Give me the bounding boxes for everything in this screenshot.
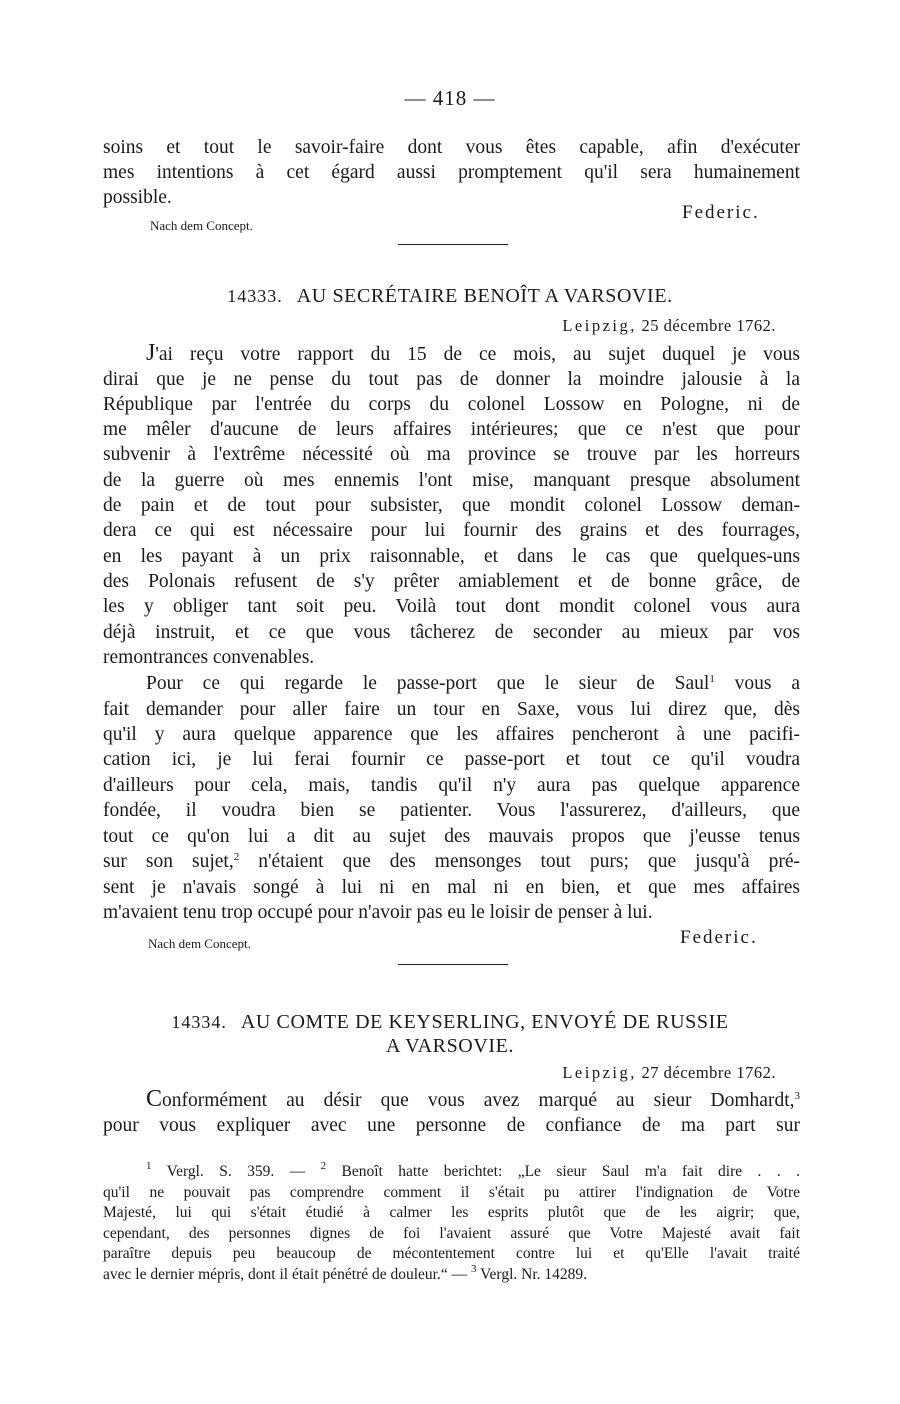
text-line: [146, 341, 800, 367]
divider: [398, 964, 508, 965]
text-line: [103, 849, 800, 874]
footnote-ref: 3: [794, 1090, 800, 1102]
footnote-mark: 2: [320, 1160, 327, 1172]
text-line: me mêler d'aucune de leurs affaires intérieures; que ce n'est que pour: [103, 419, 800, 440]
text-line: [146, 671, 800, 696]
text-span: avec le dernier mépris, dont il était pénétré de douleur.“ —: [103, 1266, 471, 1283]
source-note: Nach dem Concept.: [148, 936, 251, 951]
text-line: en les payant à un prix raisonnable, et dans le cas que quelques-uns: [103, 546, 800, 567]
page-number-value: 418: [432, 86, 468, 110]
text-span: vous a: [714, 673, 800, 694]
letter-title: AU COMTE DE KEYSERLING, ENVOYÉ DE RUSSIE: [240, 1011, 729, 1033]
footnote-ref: 2: [233, 851, 240, 863]
text-line: possible.: [103, 187, 172, 208]
text-line: dirai que je ne pense du tout pas de donner la moindre jalousie à la: [103, 369, 800, 390]
letter-date: [562, 316, 776, 336]
text-span: onformément au désir que vous avez marqué au sieur Domhardt,: [162, 1090, 795, 1111]
initial-letter: C: [146, 1086, 163, 1112]
footnote-line: cependant, des personnes dignes de foi l'avaient assuré que Votre Majesté avait fait: [103, 1225, 800, 1242]
text-span: Benoît hatte berichtet: „Le sieur Saul m'a fait dire . . .: [326, 1163, 801, 1180]
footnote-line: [103, 1265, 800, 1286]
footnote-mark: 1: [146, 1160, 152, 1172]
text-line: déjà instruit, et ce que vous tâcherez de seconder au mieux par vos: [103, 622, 800, 643]
text-line: fondée, il voudra bien se patienter. Vous l'assurerez, d'ailleurs, que: [103, 800, 800, 821]
footnote-mark: 3: [470, 1263, 477, 1275]
text-line: [146, 1087, 800, 1113]
text-line: cation ici, je lui ferai fournir ce passe-port et tout ce qu'il voudra: [103, 749, 800, 770]
text-line: dera ce qui est nécessaire pour lui fournir des grains et des fourrages,: [103, 520, 800, 541]
signature: Federic.: [682, 202, 760, 223]
text-line: qu'il y aura quelque apparence que les affaires pencheront à une pacifi-: [103, 724, 800, 745]
letter-number: 14334.: [171, 1012, 227, 1032]
letter-heading: [0, 285, 900, 308]
text-line: sent je n'avais songé à lui ni en mal ni en bien, et que mes affaires: [103, 877, 800, 898]
text-line: subvenir à l'extrême nécessité où ma province se trouve par les horreurs: [103, 444, 800, 465]
source-note: Nach dem Concept.: [150, 218, 253, 233]
text-span: Vergl. S. 359. —: [151, 1163, 321, 1180]
footnote-ref: 1: [709, 673, 715, 685]
text-line: pour vous expliquer avec une personne de confiance de ma part sur: [103, 1115, 800, 1136]
date-place: Leipzig,: [562, 316, 637, 335]
text-span: Vergl. Nr. 14289.: [476, 1266, 587, 1283]
letter-title-line2: A VARSOVIE.: [385, 1035, 515, 1057]
date-value: 27 décembre 1762.: [641, 1063, 776, 1082]
text-line: mes intentions à cet égard aussi promptement qu'il sera humainement: [103, 162, 800, 183]
text-line: de pain et de tout pour subsister, que mondit colonel Lossow deman-: [103, 495, 800, 516]
date-place: Leipzig,: [562, 1063, 637, 1082]
text-line: les y obliger tant soit peu. Voilà tout dont mondit colonel vous aura: [103, 596, 800, 617]
text-line: des Polonais refusent de s'y prêter amiablement et de bonne grâce, de: [103, 571, 800, 592]
text-line: fait demander pour aller faire un tour en Saxe, vous lui direz que, dès: [103, 699, 800, 720]
footnote-line: Majesté, lui qui s'était étudié à calmer les esprits plutôt que de les aigrir; que,: [103, 1204, 800, 1221]
text-line: remontrances convenables.: [103, 647, 315, 668]
initial-letter: J: [146, 340, 156, 366]
text-line: m'avaient tenu trop occupé pour n'avoir pas eu le loisir de penser à lui.: [103, 902, 653, 923]
text-span: sur son sujet,: [103, 851, 234, 872]
footnote-line: [146, 1162, 800, 1183]
text-line: soins et tout le savoir-faire dont vous êtes capable, afin d'exécuter: [103, 137, 800, 158]
text-line: de la guerre où mes ennemis l'ont mise, manquant presque absolument: [103, 470, 800, 491]
page-number: — 418 —: [404, 86, 496, 110]
signature: Federic.: [680, 927, 758, 948]
letter-title: AU SECRÉTAIRE BENOÎT A VARSOVIE.: [296, 285, 673, 307]
date-value: 25 décembre 1762.: [641, 316, 776, 335]
text-line: tout ce qu'on lui a dit au sujet des mauvais propos que j'eusse tenus: [103, 826, 800, 847]
text-line: République par l'entrée du corps du colonel Lossow en Pologne, ni de: [103, 394, 800, 415]
letter-number: 14333.: [227, 286, 283, 306]
text-span: Pour ce qui regarde le passe-port que le sieur de Saul: [146, 673, 710, 694]
letter-heading: [0, 1011, 900, 1034]
text-span: n'étaient que des mensonges tout purs; que jusqu'à pré-: [239, 851, 801, 872]
text-line: d'ailleurs pour cela, mais, tandis qu'il n'y aura pas quelque apparence: [103, 775, 800, 796]
text-span: 'ai reçu votre rapport du 15 de ce mois, au sujet duquel je vous: [155, 344, 800, 365]
letter-date: [562, 1063, 776, 1083]
footnote-line: qu'il ne pouvait pas comprendre comment il s'était pu attirer l'indignation de Votre: [103, 1184, 800, 1201]
divider: [398, 244, 508, 245]
footnote-line: paraître depuis peu beaucoup de mécontentement contre lui et qu'Elle l'avait traité: [103, 1245, 800, 1262]
